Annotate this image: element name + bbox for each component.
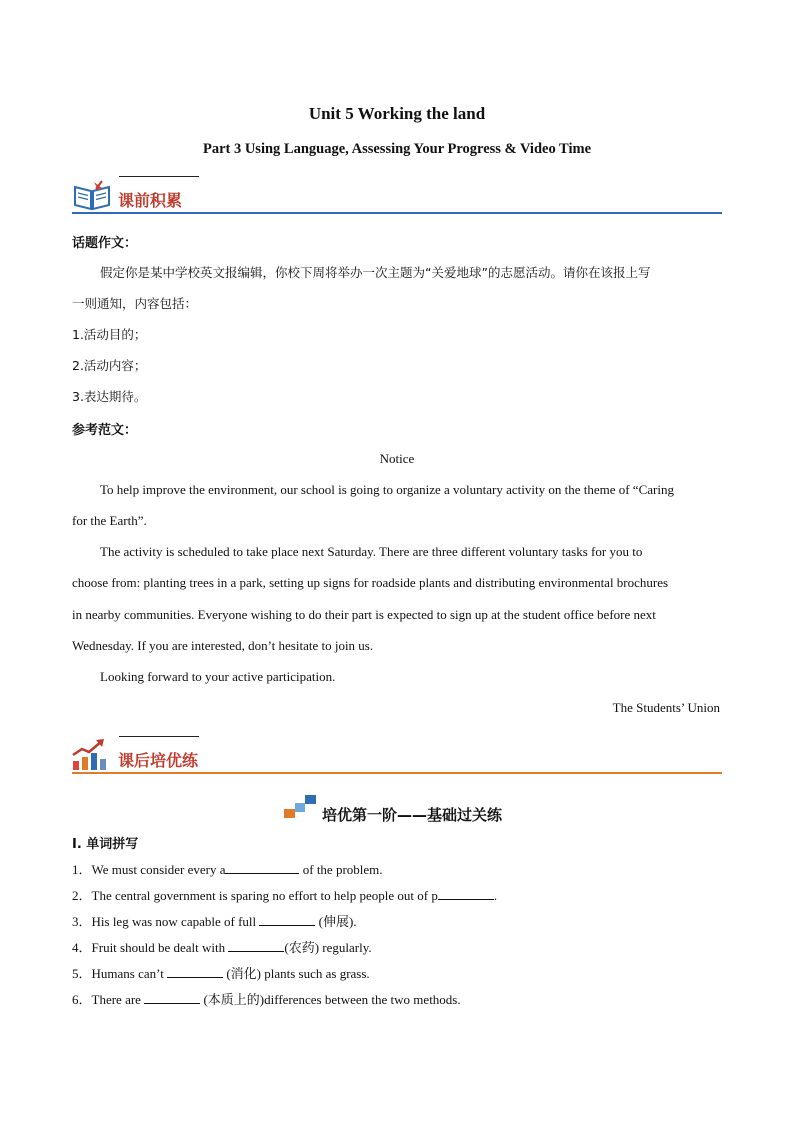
- exercise-number: 2．: [72, 888, 92, 903]
- section-label: 课后培优练: [118, 751, 199, 770]
- exercise-text: of the problem.: [299, 862, 383, 877]
- exercise-text: There are: [91, 992, 145, 1007]
- exercise-number: 3．: [72, 914, 92, 929]
- section-header-pre-class: [72, 176, 722, 224]
- prompt-line: 一则通知，内容包括：: [72, 296, 198, 311]
- section-top-line: [119, 736, 199, 737]
- answer-blank[interactable]: [228, 939, 284, 952]
- bar-chart-icon: [72, 739, 108, 771]
- exercise-text: (伸展).: [315, 914, 357, 929]
- essay-line: choose from: planting trees in a park, setting up signs for roadside plants and distributing environmental brochures: [72, 575, 669, 590]
- exercise-text: His leg was now capable of full: [91, 914, 260, 929]
- exercise-item: [72, 963, 370, 982]
- exercise-item: [72, 859, 383, 878]
- section-rule: [72, 212, 722, 214]
- answer-blank[interactable]: [438, 887, 494, 900]
- prompt-point: 3.表达期待。: [72, 389, 147, 404]
- exercise-number: 1．: [72, 862, 92, 877]
- page-title: Unit 5 Working the land: [308, 104, 486, 123]
- exercise-text: Humans can’t: [91, 966, 168, 981]
- section-label: 课前积累: [118, 191, 183, 210]
- essay-line: To help improve the environment, our school is going to organize a voluntary activity on the theme of “Caring: [100, 482, 674, 497]
- exercise-text: We must consider every a: [91, 862, 226, 877]
- exercise-text: .: [493, 888, 498, 903]
- answer-blank[interactable]: [144, 991, 200, 1004]
- section-header-after-class: [72, 736, 722, 784]
- stairs-icon: [284, 793, 318, 819]
- part-heading: I. 单词拼写: [72, 837, 139, 852]
- page-subtitle: Part 3 Using Language, Assessing Your Progress & Video Time: [202, 141, 592, 157]
- exercise-item: [72, 989, 461, 1008]
- stage-title: 培优第一阶——基础过关练: [322, 806, 503, 824]
- sample-heading: 参考范文：: [72, 423, 138, 438]
- answer-blank[interactable]: [167, 965, 223, 978]
- exercise-number: 4．: [72, 940, 92, 955]
- essay-line: The activity is scheduled to take place next Saturday. There are three different voluntary tasks for you to: [100, 544, 643, 559]
- essay-line: Wednesday. If you are interested, don’t hesitate to join us.: [72, 638, 374, 653]
- exercise-text: (本质上的)differences between the two methods.: [200, 992, 461, 1007]
- topic-heading: 话题作文：: [72, 236, 138, 251]
- essay-line: for the Earth”.: [72, 513, 147, 528]
- essay-line: Looking forward to your active participation.: [100, 669, 336, 684]
- section-top-line: [119, 176, 199, 177]
- exercise-text: (农药) regularly.: [284, 940, 372, 955]
- exercise-item: [72, 911, 357, 930]
- open-book-icon: [72, 179, 112, 211]
- answer-blank[interactable]: [225, 861, 299, 874]
- exercise-item: [72, 937, 372, 956]
- prompt-point: 2.活动内容；: [72, 358, 147, 373]
- signature: The Students’ Union: [612, 700, 720, 715]
- answer-blank[interactable]: [259, 913, 315, 926]
- section-rule: [72, 772, 722, 774]
- exercise-text: (消化) plants such as grass.: [223, 966, 370, 981]
- exercise-text: The central government is sparing no effort to help people out of p: [91, 888, 438, 903]
- notice-title: Notice: [379, 451, 415, 466]
- essay-line: in nearby communities. Everyone wishing to do their part is expected to sign up at the student office before next: [72, 607, 656, 622]
- exercise-item: [72, 885, 497, 904]
- exercise-number: 6．: [72, 992, 92, 1007]
- exercise-number: 5．: [72, 966, 92, 981]
- prompt-line: 假定你是某中学校英文报编辑，你校下周将举办一次主题为“关爱地球”的志愿活动。请你在该报上写: [100, 265, 651, 280]
- exercise-text: Fruit should be dealt with: [91, 940, 229, 955]
- prompt-point: 1.活动目的；: [72, 327, 147, 342]
